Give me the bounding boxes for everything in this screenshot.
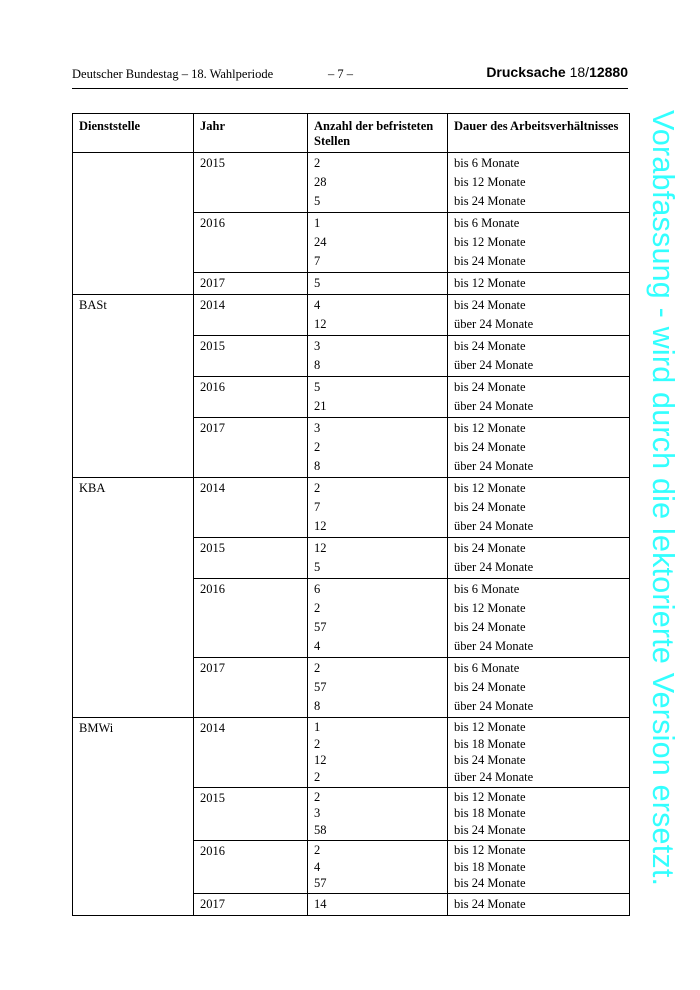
anzahl-value: 58	[314, 823, 327, 838]
anzahl-value: 1	[314, 216, 321, 230]
cell-jahr	[194, 538, 308, 579]
draft-watermark	[640, 110, 690, 910]
anzahl-value: 2	[314, 440, 321, 454]
jahr-value: 2015	[200, 790, 225, 805]
anzahl-value: 3	[314, 339, 321, 353]
dienststelle-label	[79, 154, 187, 173]
dauer-value: über 24 Monate	[454, 639, 534, 653]
cell-jahr	[194, 153, 308, 213]
cell-dauer	[448, 787, 630, 840]
anzahl-value: 3	[314, 421, 321, 435]
cell-dauer	[448, 213, 630, 273]
cell-dauer	[448, 273, 630, 295]
dauer-value: bis 6 Monate	[454, 661, 520, 675]
jahr-value: 2015	[200, 541, 225, 555]
anzahl-value: 8	[314, 358, 321, 372]
anzahl-value: 2	[314, 770, 321, 785]
dauer-value: über 24 Monate	[454, 699, 534, 713]
dauer-value: bis 24 Monate	[454, 876, 526, 891]
table-header-row	[73, 114, 630, 153]
dauer-value: bis 24 Monate	[454, 380, 526, 394]
cell-anzahl	[308, 273, 448, 295]
anzahl-value: 6	[314, 582, 321, 596]
dienststelle-label: BASt	[79, 298, 107, 312]
table-row	[73, 718, 630, 788]
dauer-value: bis 18 Monate	[454, 736, 526, 751]
anzahl-value: 4	[314, 859, 321, 874]
fixed-term-positions-table	[72, 113, 630, 916]
cell-dauer	[448, 418, 630, 478]
cell-dauer	[448, 718, 630, 788]
dienststelle-label: BMWi	[79, 721, 114, 735]
dauer-value: bis 24 Monate	[454, 823, 526, 838]
header-dauer: Dauer des Arbeitsverhältnisses	[448, 114, 630, 153]
cell-anzahl	[308, 787, 448, 840]
anzahl-value: 12	[314, 753, 327, 768]
cell-dauer	[448, 893, 630, 915]
anzahl-value: 12	[314, 317, 327, 331]
anzahl-value: 5	[314, 276, 321, 290]
cell-anzahl	[308, 658, 448, 718]
cell-anzahl	[308, 153, 448, 213]
anzahl-value: 12	[314, 519, 327, 533]
dauer-value: über 24 Monate	[454, 770, 534, 785]
cell-jahr	[194, 579, 308, 658]
cell-dauer	[448, 579, 630, 658]
anzahl-value: 7	[314, 254, 321, 268]
dauer-value: bis 24 Monate	[454, 194, 526, 208]
jahr-value: 2014	[200, 721, 225, 735]
cell-dienststelle	[73, 153, 194, 295]
jahr-value: 2014	[200, 481, 225, 495]
cell-anzahl	[308, 418, 448, 478]
jahr-value: 2017	[200, 661, 225, 675]
cell-anzahl	[308, 718, 448, 788]
page-number: – 7 –	[328, 67, 353, 81]
dauer-value: bis 6 Monate	[454, 582, 520, 596]
cell-dauer	[448, 840, 630, 893]
jahr-value: 2016	[200, 216, 225, 230]
cell-dienststelle	[73, 295, 194, 478]
dauer-value: bis 6 Monate	[454, 156, 520, 170]
jahr-value: 2017	[200, 276, 225, 290]
watermark-text: Vorabfassung - wird durch die lektorierte Version ersetzt.	[646, 110, 680, 887]
anzahl-value: 5	[314, 194, 321, 208]
dauer-value: bis 24 Monate	[454, 500, 526, 514]
cell-anzahl	[308, 893, 448, 915]
dauer-value: bis 24 Monate	[454, 440, 526, 454]
cell-dienststelle	[73, 718, 194, 916]
anzahl-value: 2	[314, 481, 321, 495]
cell-jahr	[194, 658, 308, 718]
dauer-value: bis 12 Monate	[454, 481, 526, 495]
anzahl-value: 24	[314, 235, 327, 249]
anzahl-value: 28	[314, 175, 327, 189]
cell-dauer	[448, 538, 630, 579]
cell-anzahl	[308, 579, 448, 658]
drucksache-prefix: 18/	[569, 64, 590, 80]
dauer-value: über 24 Monate	[454, 519, 534, 533]
cell-jahr	[194, 273, 308, 295]
cell-anzahl	[308, 213, 448, 273]
anzahl-value: 2	[314, 601, 321, 615]
dauer-value: bis 12 Monate	[454, 175, 526, 189]
anzahl-value: 2	[314, 842, 321, 857]
jahr-value: 2015	[200, 339, 225, 353]
cell-dauer	[448, 377, 630, 418]
jahr-value: 2017	[200, 896, 225, 911]
drucksache-label: Drucksache	[486, 64, 566, 80]
anzahl-value: 57	[314, 876, 327, 891]
dauer-value: bis 12 Monate	[454, 601, 526, 615]
cell-anzahl	[308, 295, 448, 336]
dauer-value: bis 24 Monate	[454, 339, 526, 353]
anzahl-value: 2	[314, 736, 321, 751]
dauer-value: bis 6 Monate	[454, 216, 520, 230]
table-body	[73, 153, 630, 916]
anzahl-value: 2	[314, 661, 321, 675]
table-row	[73, 153, 630, 213]
anzahl-value: 5	[314, 560, 321, 574]
anzahl-value: 3	[314, 806, 321, 821]
cell-jahr	[194, 893, 308, 915]
cell-dienststelle	[73, 478, 194, 718]
dauer-value: bis 12 Monate	[454, 421, 526, 435]
dauer-value: bis 18 Monate	[454, 859, 526, 874]
dauer-value: bis 24 Monate	[454, 680, 526, 694]
cell-dauer	[448, 153, 630, 213]
dauer-value: über 24 Monate	[454, 317, 534, 331]
table-row	[73, 478, 630, 538]
anzahl-value: 57	[314, 680, 327, 694]
dauer-value: bis 24 Monate	[454, 896, 526, 911]
dauer-value: über 24 Monate	[454, 459, 534, 473]
cell-anzahl	[308, 478, 448, 538]
cell-anzahl	[308, 538, 448, 579]
dauer-value: bis 18 Monate	[454, 806, 526, 821]
cell-dauer	[448, 658, 630, 718]
header-jahr: Jahr	[194, 114, 308, 153]
dauer-value: bis 24 Monate	[454, 753, 526, 768]
cell-jahr	[194, 213, 308, 273]
drucksache-id: 12880	[589, 64, 628, 80]
anzahl-value: 14	[314, 896, 327, 911]
jahr-value: 2016	[200, 582, 225, 596]
anzahl-value: 2	[314, 789, 321, 804]
header-anzahl: Anzahl der befristeten Stellen	[308, 114, 448, 153]
anzahl-value: 8	[314, 459, 321, 473]
anzahl-value: 8	[314, 699, 321, 713]
cell-jahr	[194, 377, 308, 418]
jahr-value: 2015	[200, 156, 225, 170]
dauer-value: bis 12 Monate	[454, 789, 526, 804]
dauer-value: über 24 Monate	[454, 358, 534, 372]
dauer-value: bis 12 Monate	[454, 720, 526, 734]
cell-jahr	[194, 418, 308, 478]
jahr-value: 2017	[200, 421, 225, 435]
dienststelle-label: KBA	[79, 481, 106, 495]
cell-jahr	[194, 336, 308, 377]
drucksache-number	[486, 64, 628, 80]
cell-dauer	[448, 336, 630, 377]
header-parliament: Deutscher Bundestag – 18. Wahlperiode	[72, 67, 274, 81]
anzahl-value: 21	[314, 399, 327, 413]
cell-jahr	[194, 787, 308, 840]
anzahl-value: 4	[314, 298, 321, 312]
anzahl-value: 7	[314, 500, 321, 514]
cell-jahr	[194, 478, 308, 538]
jahr-value: 2016	[200, 843, 225, 858]
anzahl-value: 12	[314, 541, 327, 555]
anzahl-value: 4	[314, 639, 321, 653]
anzahl-value: 1	[314, 720, 321, 734]
dauer-value: bis 12 Monate	[454, 842, 526, 857]
cell-jahr	[194, 718, 308, 788]
jahr-value: 2014	[200, 298, 225, 312]
jahr-value: 2016	[200, 380, 225, 394]
cell-anzahl	[308, 336, 448, 377]
dauer-value: über 24 Monate	[454, 560, 534, 574]
anzahl-value: 57	[314, 620, 327, 634]
page-header	[72, 66, 628, 89]
cell-dauer	[448, 295, 630, 336]
cell-anzahl	[308, 840, 448, 893]
anzahl-value: 5	[314, 380, 321, 394]
dauer-value: bis 24 Monate	[454, 254, 526, 268]
cell-dauer	[448, 478, 630, 538]
cell-anzahl	[308, 377, 448, 418]
dauer-value: bis 24 Monate	[454, 620, 526, 634]
anzahl-value: 2	[314, 156, 321, 170]
table-row	[73, 295, 630, 336]
dauer-value: bis 24 Monate	[454, 541, 526, 555]
cell-jahr	[194, 840, 308, 893]
dauer-value: bis 24 Monate	[454, 298, 526, 312]
header-dienststelle: Dienststelle	[73, 114, 194, 153]
dauer-value: über 24 Monate	[454, 399, 534, 413]
dauer-value: bis 12 Monate	[454, 276, 526, 290]
cell-jahr	[194, 295, 308, 336]
dauer-value: bis 12 Monate	[454, 235, 526, 249]
